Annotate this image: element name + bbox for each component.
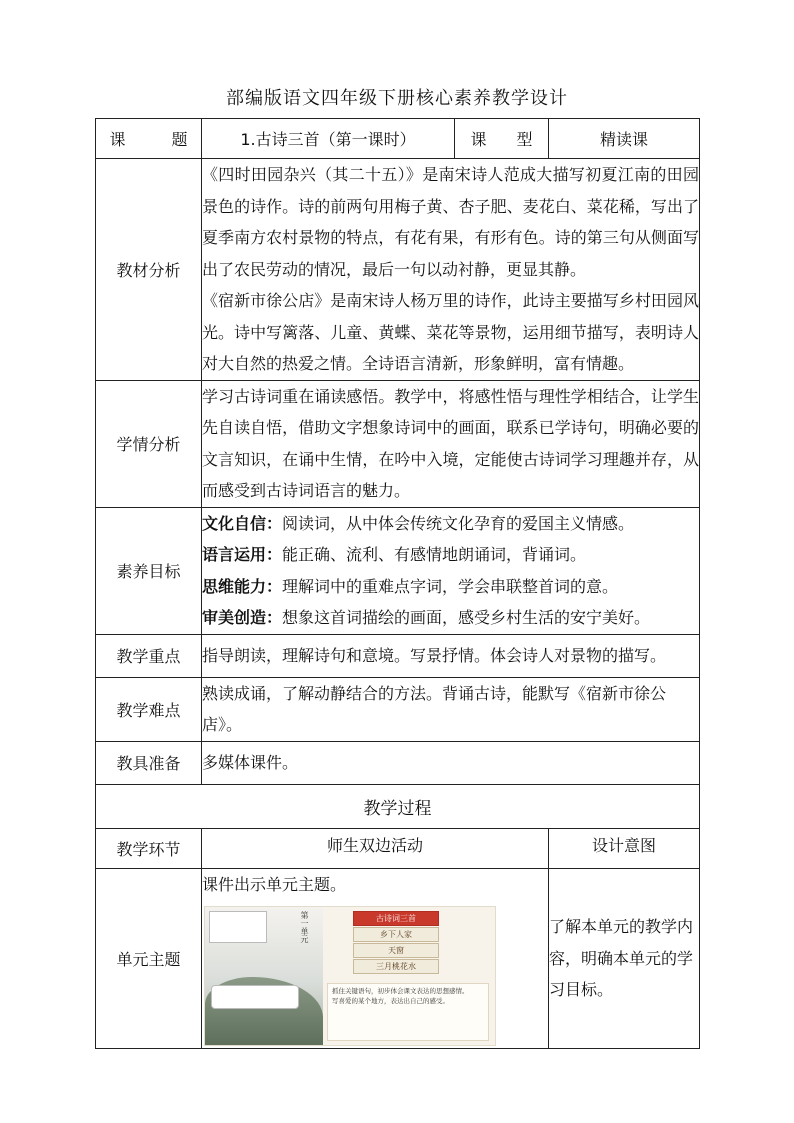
goal-text: 理解词中的重难点字词，学会串联整首词的意。 bbox=[282, 576, 619, 596]
row-student-analysis bbox=[96, 380, 700, 507]
analysis-paragraph-1: 《四时田园杂兴（其二十五）》是南宋诗人范成大描写初夏江南的田园景色的诗作。诗的前两句用梅子黄、杏子肥、麦花白、菜花稀，写出了夏季南方农村景物的特点，有花有果，有形有色。诗的第三句从侧面写出了农民劳动的情况，最后一句以动衬静，更显其静。 bbox=[202, 165, 699, 279]
topic-label: 课题 bbox=[96, 119, 202, 159]
process-title: 教学过程 bbox=[96, 784, 700, 828]
goal-key: 文化自信： bbox=[202, 513, 283, 533]
goal-text: 能正确、流利、有感情地朗诵词，背诵词。 bbox=[282, 545, 587, 564]
col-intent-header: 设计意图 bbox=[549, 828, 700, 868]
col-activity-header: 师生双边活动 bbox=[202, 828, 549, 868]
unit-theme-label: 单元主题 bbox=[96, 868, 202, 1049]
lesson-chip: 三月桃花水 bbox=[353, 959, 439, 974]
topic-value: 1.古诗三首（第一课时） bbox=[202, 119, 455, 159]
lesson-chip: 古诗词三首 bbox=[353, 911, 439, 926]
goal-item bbox=[202, 508, 699, 540]
unit-theme-intent: 了解本单元的教学内容，明确本单元的学习目标。 bbox=[549, 868, 700, 1049]
analysis-paragraph-2: 《宿新市徐公店》是南宋诗人杨万里的诗作，此诗主要描写乡村田园风光。诗中写篱落、儿童、黄蝶、菜花等景物，运用细节描写，表明诗人对大自然的热爱之情。全诗语言清新，形象鲜明，富有情趣。 bbox=[202, 291, 699, 373]
type-value: 精读课 bbox=[549, 119, 700, 159]
goal-item bbox=[202, 602, 699, 634]
unit-theme-activity bbox=[202, 868, 549, 1049]
competency-goals-label: 素养目标 bbox=[96, 507, 202, 634]
row-topic bbox=[96, 119, 700, 159]
goal-key: 思维能力： bbox=[202, 576, 283, 596]
key-points-content: 指导朗读，理解诗句和意境。写景抒情。体会诗人对景物的描写。 bbox=[202, 634, 700, 677]
row-difficulties bbox=[96, 677, 700, 741]
unit-tip: 抓住关键语句，初步体会课文表达的思想感情。 bbox=[332, 987, 469, 995]
goal-key: 语言运用： bbox=[202, 545, 283, 564]
textbook-analysis-content bbox=[202, 159, 700, 381]
goal-key: 审美创造： bbox=[202, 608, 283, 627]
difficulties-label: 教学难点 bbox=[96, 677, 202, 741]
unit-tip: 写喜爱的某个地方，表达出自己的感受。 bbox=[332, 997, 449, 1005]
image-speech-bubble bbox=[211, 985, 299, 1009]
goal-text: 想象这首词描绘的画面，感受乡村生活的安宁美好。 bbox=[282, 608, 651, 627]
lesson-chip: 乡下人家 bbox=[353, 927, 439, 942]
difficulties-content: 熟读成诵，了解动静结合的方法。背诵古诗，能默写《宿新市徐公店》。 bbox=[202, 677, 700, 741]
unit-theme-activity-text: 课件出示单元主题。 bbox=[202, 874, 347, 894]
student-analysis-content bbox=[202, 380, 700, 507]
image-note-card bbox=[209, 911, 267, 943]
goal-item bbox=[202, 539, 699, 571]
row-materials bbox=[96, 741, 700, 784]
textbook-analysis-label: 教材分析 bbox=[96, 159, 202, 381]
goal-text: 阅读词，从中体会传统文化孕育的爱国主义情感。 bbox=[282, 513, 635, 533]
lesson-chip: 天窗 bbox=[353, 943, 439, 958]
unit-theme-image bbox=[204, 906, 496, 1046]
student-analysis-label: 学情分析 bbox=[96, 380, 202, 507]
unit-tips-box bbox=[327, 983, 489, 1041]
lesson-plan-table bbox=[95, 118, 700, 1049]
row-textbook-analysis bbox=[96, 159, 700, 381]
competency-goals-content bbox=[202, 507, 700, 634]
type-label: 课型 bbox=[455, 119, 549, 159]
row-competency-goals bbox=[96, 507, 700, 634]
unit-mark: 第一单元 bbox=[300, 911, 309, 943]
materials-content: 多媒体课件。 bbox=[202, 741, 700, 784]
row-process-header bbox=[96, 828, 700, 868]
col-stage-header: 教学环节 bbox=[96, 828, 202, 868]
row-key-points bbox=[96, 634, 700, 677]
student-analysis-text: 学习古诗词重在诵读感悟。教学中，将感性悟与理性学相结合，让学生先自读自悟，借助文字想象诗词中的画面，联系已学诗句，明确必要的文言知识，在诵中生情，在吟中入境，定能使古诗词学习理趣并存，从而感受到古诗词语言的魅力。 bbox=[202, 386, 699, 500]
key-points-label: 教学重点 bbox=[96, 634, 202, 677]
document-title: 部编版语文四年级下册核心素养教学设计 bbox=[226, 88, 568, 109]
row-unit-theme bbox=[96, 868, 700, 1049]
materials-label: 教具准备 bbox=[96, 741, 202, 784]
goal-item bbox=[202, 571, 699, 603]
row-process-title bbox=[96, 784, 700, 828]
